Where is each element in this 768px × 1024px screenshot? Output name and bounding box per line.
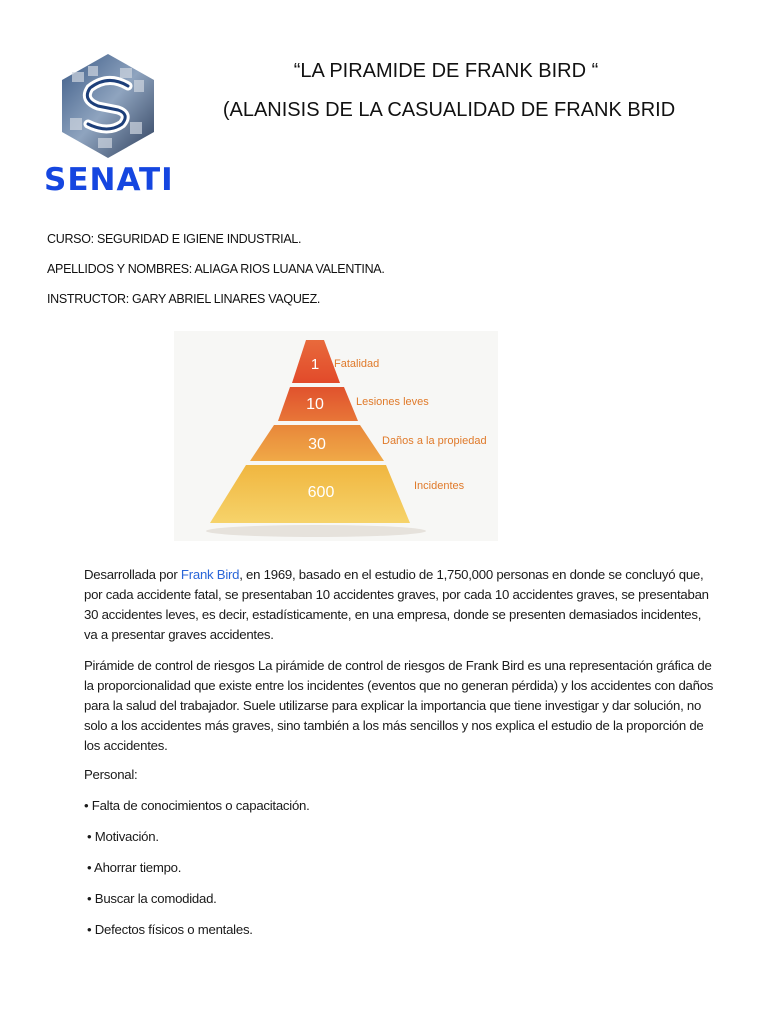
pyramid-value-1: 1 <box>310 356 320 373</box>
pyramid-label-incidentes: Incidentes <box>414 480 465 492</box>
frank-bird-link[interactable]: Frank Bird <box>180 567 240 582</box>
pyramid-label-fatalidad: Fatalidad <box>334 358 380 370</box>
brand-name: SENATI <box>44 162 174 198</box>
list-item: • Falta de conocimientos o capacitación. <box>84 798 310 813</box>
pyramid-value-600: 600 <box>307 484 335 501</box>
list-item: • Ahorrar tiempo. <box>87 860 182 875</box>
pyramid-label-danos: Daños a la propiedad <box>382 435 487 447</box>
personal-heading: Personal: <box>84 767 138 782</box>
pyramid-value-30: 30 <box>308 436 326 453</box>
paragraph-intro-prefix: Desarrollada por <box>84 567 181 582</box>
paragraph-intro-rest: , en 1969, basado en el estudio de 1,750,000 personas en donde se concluyó que, por cada accidente fatal, se presentaban 10 accidentes graves, por cada 10 accidentes graves, se presentaban 30 accidentes leves, es decir, estadísticamente, en una empresa, donde se presenten demasiados incidentes, va a presentar graves accidentes. <box>84 567 709 642</box>
paragraph-pyramid-description: Pirámide de control de riesgos La pirámide de control de riesgos de Frank Bird es una representación gráfica de la proporcionalidad que existe entre los incidentes (eventos que no generan pérdida) y los accidentes con daños para la salud del trabajador. Suele utilizarse para explicar la importancia que tiene investigar y dar solución, no solo a los accidentes más graves, sino también a los más sencillos y nos explica el estudio de la proporción de los accidentes. <box>84 658 714 753</box>
paragraph-intro <box>84 565 714 645</box>
list-item: • Defectos físicos o mentales. <box>87 922 253 937</box>
document-subtitle: (ALANISIS DE LA CASUALIDAD DE FRANK BRID <box>222 99 676 121</box>
senati-logo <box>58 52 158 160</box>
list-item: • Buscar la comodidad. <box>87 891 217 906</box>
pyramid-label-lesiones: Lesiones leves <box>356 396 429 408</box>
pyramid-value-10: 10 <box>306 396 324 413</box>
instructor-line: INSTRUCTOR: GARY ABRIEL LINARES VAQUEZ. <box>47 292 321 306</box>
list-item: • Motivación. <box>87 829 159 844</box>
frank-bird-pyramid <box>174 331 498 541</box>
student-name-line: APELLIDOS Y NOMBRES: ALIAGA RIOS LUANA VALENTINA. <box>47 262 385 276</box>
course-line: CURSO: SEGURIDAD E IGIENE INDUSTRIAL. <box>47 232 302 246</box>
document-title: “LA PIRAMIDE DE FRANK BIRD “ <box>293 60 599 82</box>
